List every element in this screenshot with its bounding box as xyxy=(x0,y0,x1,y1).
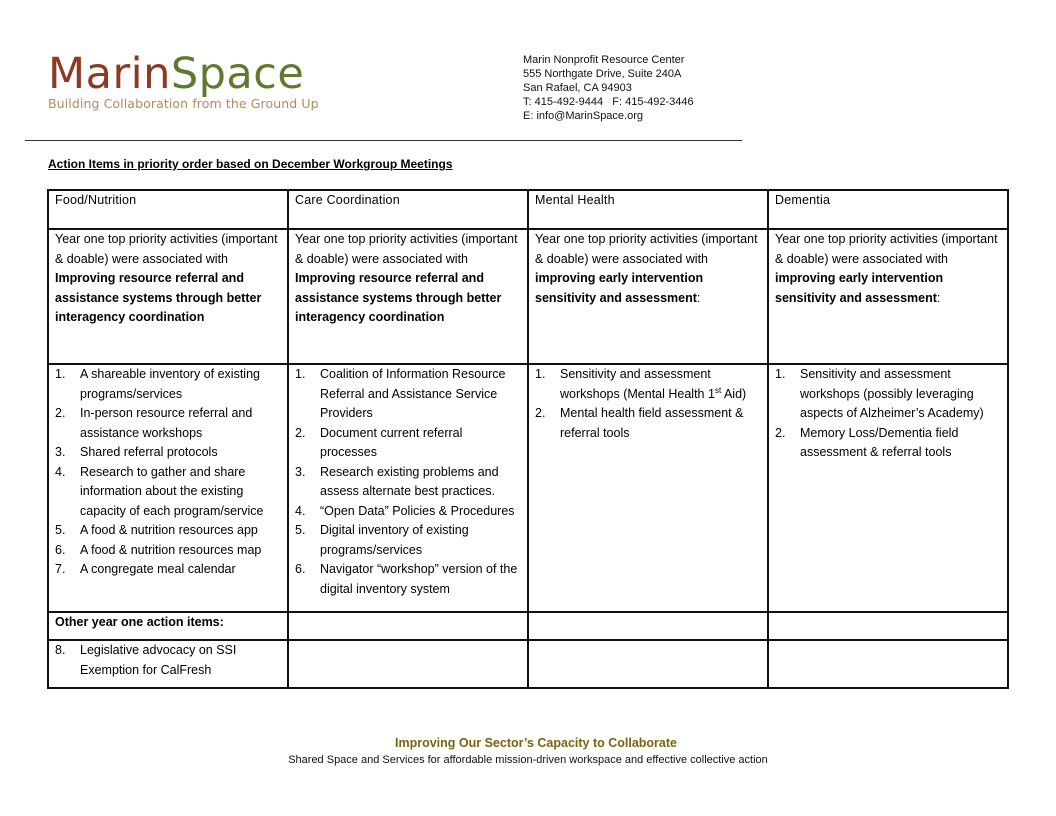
other-items-row xyxy=(48,640,1008,688)
items-cell xyxy=(768,364,1008,612)
list-item xyxy=(55,541,281,561)
intro-emphasis: improving early intervention sensitivity and assessment xyxy=(535,271,704,305)
other-items-label: Other year one action items: xyxy=(48,612,288,640)
intro-emphasis: Improving resource referral and assistance systems through better interagency coordination xyxy=(55,271,262,324)
footer-title: Improving Our Sector’s Capacity to Collaborate xyxy=(394,736,677,750)
header-divider xyxy=(25,140,742,141)
list-item xyxy=(295,502,521,522)
item-text: Research to gather and share information about the existing capacity of each program/service xyxy=(80,464,264,518)
item-text: Sensitivity and assessment workshops (possibly leveraging aspects of Alzheimer’s Academy) xyxy=(800,367,984,420)
address-street: 555 Northgate Drive, Suite 240A xyxy=(523,68,682,80)
item-number: 5. xyxy=(295,523,306,537)
intro-emphasis: improving early intervention sensitivity and assessment xyxy=(775,271,944,305)
superscript: st xyxy=(714,385,722,395)
intro-emphasis: Improving resource referral and assistance systems through better interagency coordination xyxy=(295,271,502,324)
item-number: 8. xyxy=(55,643,66,657)
item-number: 6. xyxy=(295,562,306,576)
list-item xyxy=(55,641,281,680)
list-item xyxy=(55,463,281,522)
item-text: Legislative advocacy on SSI Exemption for CalFresh xyxy=(80,643,237,677)
item-text: Document current referral processes xyxy=(320,425,463,459)
intro-cell: Year one top priority activities (important & doable) were associated with Improving resource referral and assistance systems through better interagency coordination xyxy=(48,229,288,364)
item-text: A congregate meal calendar xyxy=(80,562,236,576)
column-header-mental-health: Mental Health xyxy=(528,190,768,229)
document-heading: Action Items in priority order based on December Workgroup Meetings xyxy=(48,157,453,171)
item-number: 1. xyxy=(535,367,546,381)
item-text: Memory Loss/Dementia field assessment & referral tools xyxy=(800,425,959,459)
address-block xyxy=(523,53,694,123)
item-text: A food & nutrition resources map xyxy=(80,542,262,557)
items-row xyxy=(48,364,1008,612)
empty-cell xyxy=(528,640,768,688)
footer-subtitle: Shared Space and Services for affordable mission-driven workspace and effective collective action xyxy=(288,754,768,766)
item-text: Coalition of Information Resource Referral and Assistance Service Providers xyxy=(320,367,506,420)
other-label-row xyxy=(48,612,1008,640)
list-item xyxy=(775,424,1001,463)
intro-row xyxy=(48,229,1008,364)
list-item xyxy=(295,365,521,424)
column-header-dementia: Dementia xyxy=(768,190,1008,229)
intro-cell: Year one top priority activities (important & doable) were associated with improving early intervention sensitivity and assessment: xyxy=(768,229,1008,364)
list-item xyxy=(295,463,521,502)
item-text: Sensitivity and assessment workshops (Mental Health 1st Aid) xyxy=(560,367,747,401)
address-phone: T: 415-492-9444 F: 415-492-3446 xyxy=(523,96,694,108)
other-action-list xyxy=(55,641,281,680)
list-item xyxy=(295,521,521,560)
list-item xyxy=(535,404,761,443)
list-item xyxy=(535,365,761,404)
intro-cell: Year one top priority activities (important & doable) were associated with improving early intervention sensitivity and assessment: xyxy=(528,229,768,364)
item-text: Digital inventory of existing programs/services xyxy=(320,523,469,557)
empty-cell xyxy=(528,612,768,640)
items-cell xyxy=(48,364,288,612)
item-number: 4. xyxy=(295,503,306,518)
address-email[interactable]: E: info@MarinSpace.org xyxy=(523,110,644,122)
logo-space: Space xyxy=(170,49,305,99)
list-item xyxy=(295,560,521,599)
column-header-food: Food/Nutrition xyxy=(48,190,288,229)
item-text: In-person resource referral and assistance workshops xyxy=(80,406,253,440)
empty-cell xyxy=(768,640,1008,688)
item-number: 1. xyxy=(775,367,786,381)
list-item xyxy=(775,365,1001,424)
item-number: 6. xyxy=(55,542,66,557)
list-item xyxy=(295,424,521,463)
empty-cell xyxy=(288,640,528,688)
item-number: 2. xyxy=(535,406,546,420)
item-number: 2. xyxy=(775,425,786,440)
item-text: Shared referral protocols xyxy=(80,445,218,459)
address-city: San Rafael, CA 94903 xyxy=(523,82,632,94)
logo-marin: Marin xyxy=(48,49,171,99)
item-text: A food & nutrition resources app xyxy=(80,523,258,537)
item-number: 1. xyxy=(295,367,306,381)
list-item xyxy=(55,560,281,580)
items-cell xyxy=(528,364,768,612)
intro-cell: Year one top priority activities (important & doable) were associated with Improving resource referral and assistance systems through better interagency coordination xyxy=(288,229,528,364)
item-text: Mental health field assessment & referral tools xyxy=(560,406,744,440)
list-item xyxy=(55,443,281,463)
item-text: A shareable inventory of existing programs/services xyxy=(80,367,260,401)
list-item xyxy=(55,521,281,541)
header-row xyxy=(48,190,1008,229)
other-items-cell xyxy=(48,640,288,688)
address-org: Marin Nonprofit Resource Center xyxy=(523,54,685,66)
action-list xyxy=(295,365,521,599)
item-number: 3. xyxy=(55,445,66,459)
action-list xyxy=(55,365,281,580)
action-list xyxy=(535,365,761,443)
item-number: 5. xyxy=(55,523,66,537)
item-text: Navigator “workshop” version of the digital inventory system xyxy=(320,562,518,596)
item-number: 4. xyxy=(55,464,66,479)
empty-cell xyxy=(288,612,528,640)
item-text: “Open Data” Policies & Procedures xyxy=(320,503,515,518)
item-number: 1. xyxy=(55,367,66,381)
list-item xyxy=(55,365,281,404)
item-number: 2. xyxy=(55,406,66,420)
logo-tagline: Building Collaboration from the Ground Up xyxy=(48,96,319,111)
item-number: 7. xyxy=(55,562,66,576)
empty-cell xyxy=(768,612,1008,640)
column-header-care: Care Coordination xyxy=(288,190,528,229)
action-items-table xyxy=(47,189,1009,689)
action-list xyxy=(775,365,1001,463)
marinspace-logo xyxy=(48,50,319,111)
item-number: 3. xyxy=(295,464,306,479)
logo-wordmark xyxy=(48,50,319,98)
item-number: 2. xyxy=(295,425,306,440)
item-text: Research existing problems and assess alternate best practices. xyxy=(320,464,499,498)
list-item xyxy=(55,404,281,443)
items-cell xyxy=(288,364,528,612)
